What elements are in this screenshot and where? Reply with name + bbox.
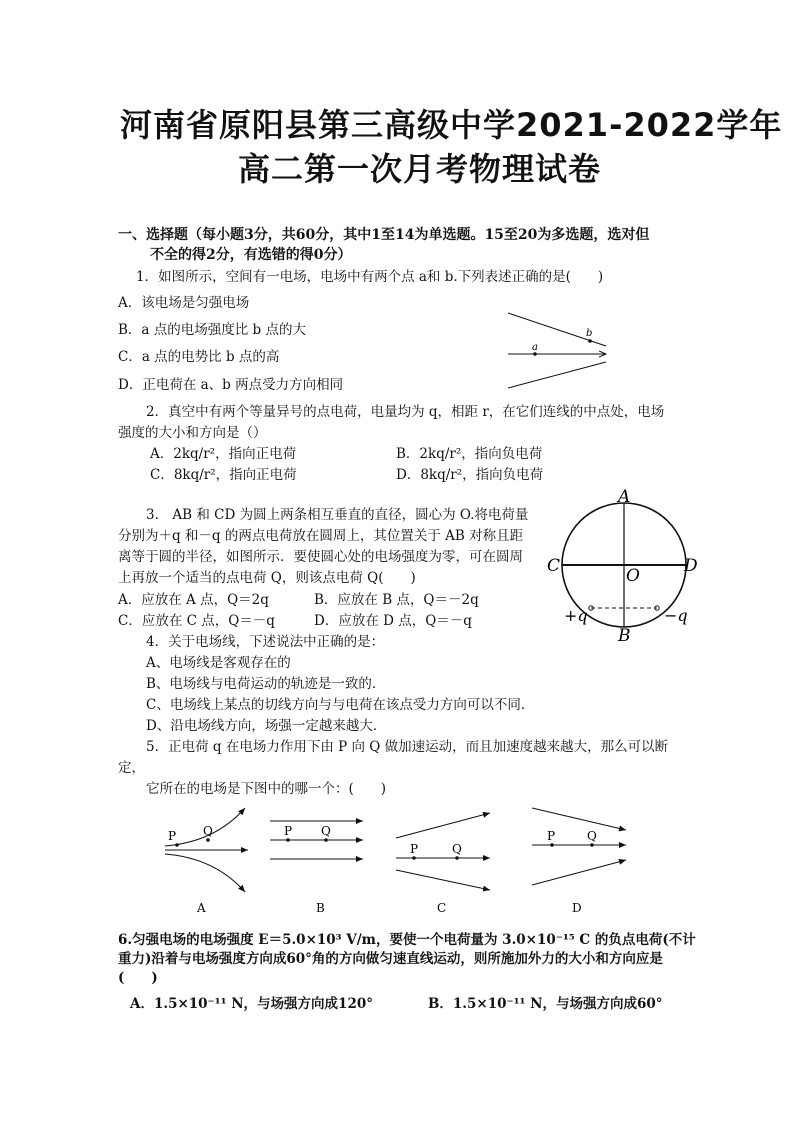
q5-stem-line3: 它所在的电场是下图中的哪一个：( ): [146, 781, 387, 797]
q5-stem-line1: 5．正电荷 q 在电场力作用下由 P 向 Q 做加速运动，而且加速度越来越大，那么可以断: [146, 739, 669, 755]
q3-option-b: B．应放在 B 点，Q＝－2q: [314, 592, 479, 608]
q2-option-b: B．2kq/r²，指向负电荷: [396, 446, 543, 462]
svg-text:Q: Q: [587, 829, 597, 843]
q1-option-b: B．a 点的电场强度比 b 点的大: [118, 322, 306, 338]
q4-stem: 4．关于电场线，下述说法中正确的是：: [146, 634, 385, 650]
q3-line1: 3. AB 和 CD 为圆上两条相互垂直的直径，圆心为 O.将电荷量: [146, 507, 529, 523]
q3-label-O: O: [626, 566, 640, 586]
q1-stem: 1．如图所示，空间有一电场，电场中有两个点 a和 b.下列表述正确的是( ): [136, 269, 604, 285]
svg-text:Q: Q: [321, 824, 331, 838]
q6-stem-line1: 6.匀强电场的电场强度 E＝5.0×10³ V/m，要使一个电荷量为 3.0×10⁻¹⁵ C 的负点电荷(不计: [118, 932, 696, 948]
q3-label-B: B: [618, 626, 631, 646]
q3-line3: 离等于圆的半径，如图所示．要使圆心处的电场强度为零，可在圆周: [118, 549, 523, 565]
svg-text:P: P: [284, 824, 293, 838]
section-line1: 一、选择题（每小题3分，共60分，其中1至14为单选题。15至20为多选题，选对但: [118, 227, 650, 243]
q2-option-a: A．2kq/r²，指向正电荷: [150, 446, 297, 462]
q2-stem-line2: 强度的大小和方向是（）: [118, 425, 267, 441]
q2-option-d: D．8kq/r²，指向负电荷: [396, 467, 544, 483]
q5-label-c: C: [437, 901, 447, 915]
q4-option-a: A、电场线是客观存在的: [146, 655, 291, 671]
q1-label-b: b: [586, 328, 593, 339]
q6-option-a: A．1.5×10⁻¹¹ N，与场强方向成120°: [130, 996, 373, 1012]
q5-figure-c: [396, 813, 490, 915]
svg-text:Q: Q: [203, 824, 213, 838]
q5-figure-a: [165, 808, 248, 915]
q5-label-d: D: [572, 901, 582, 915]
q1-option-d: D．正电荷在 a、b 两点受力方向相同: [118, 377, 344, 393]
q4-option-b: B、电场线与电荷运动的轨迹是一致的．: [146, 676, 386, 692]
q3-line4: 上再放一个适当的点电荷 Q，则该点电荷 Q( ): [118, 570, 416, 586]
q5-figure-d: [532, 808, 626, 915]
svg-text:P: P: [410, 842, 419, 856]
q1-field-figure: [500, 308, 620, 396]
q3-label-minus-q: −q: [664, 606, 688, 625]
q3-label-C: C: [547, 556, 561, 576]
q3-circle-figure: [544, 487, 704, 647]
svg-text:P: P: [547, 829, 556, 843]
q6-stem-line2: 重力)沿着与电场强度方向成60°角的方向做匀速直线运动，则所施加外力的大小和方向应是: [118, 951, 663, 967]
q5-figure-b: [270, 821, 363, 915]
svg-text:P: P: [168, 829, 177, 843]
section-line2: 不全的得2分，有选错的得0分）: [150, 247, 352, 263]
q6-option-b: B．1.5×10⁻¹¹ N，与场强方向成60°: [428, 996, 663, 1012]
q5-label-b: B: [316, 901, 325, 915]
q1-option-a: A．该电场是匀强电场: [118, 295, 250, 311]
q3-option-d: D．应放在 D 点，Q＝－q: [314, 613, 472, 629]
title-line2: 高二第一次月考物理试卷: [238, 150, 602, 188]
title-line1: 河南省原阳县第三高级中学2021-2022学年: [120, 106, 783, 144]
q3-label-A: A: [618, 487, 631, 507]
q6-stem-line3: ( ): [118, 970, 158, 986]
svg-text:Q: Q: [452, 842, 462, 856]
q1-label-a: a: [532, 342, 538, 353]
q3-option-a: A．应放在 A 点，Q＝2q: [118, 592, 269, 608]
q3-label-plus-q: +q: [564, 606, 588, 625]
q4-option-d: D、沿电场线方向，场强一定越来越大．: [146, 718, 387, 734]
q5-field-figures: [160, 800, 640, 918]
q3-option-c: C．应放在 C 点，Q＝－q: [118, 613, 275, 629]
q5-stem-line2: 定，: [118, 760, 145, 776]
q4-option-c: C、电场线上某点的切线方向与与电荷在该点受力方向可以不同．: [146, 697, 535, 713]
q5-label-a: A: [197, 901, 206, 915]
q1-option-c: C．a 点的电势比 b 点的高: [118, 349, 280, 365]
q3-line2: 分别为＋q 和－q 的两点电荷放在圆周上，其位置关于 AB 对称且距: [118, 528, 524, 544]
q3-label-D: D: [684, 556, 698, 576]
q2-option-c: C．8kq/r²，指向正电荷: [150, 467, 297, 483]
q2-stem-line1: 2．真空中有两个等量异号的点电荷，电量均为 q，相距 r，在它们连线的中点处，电场: [146, 404, 665, 420]
